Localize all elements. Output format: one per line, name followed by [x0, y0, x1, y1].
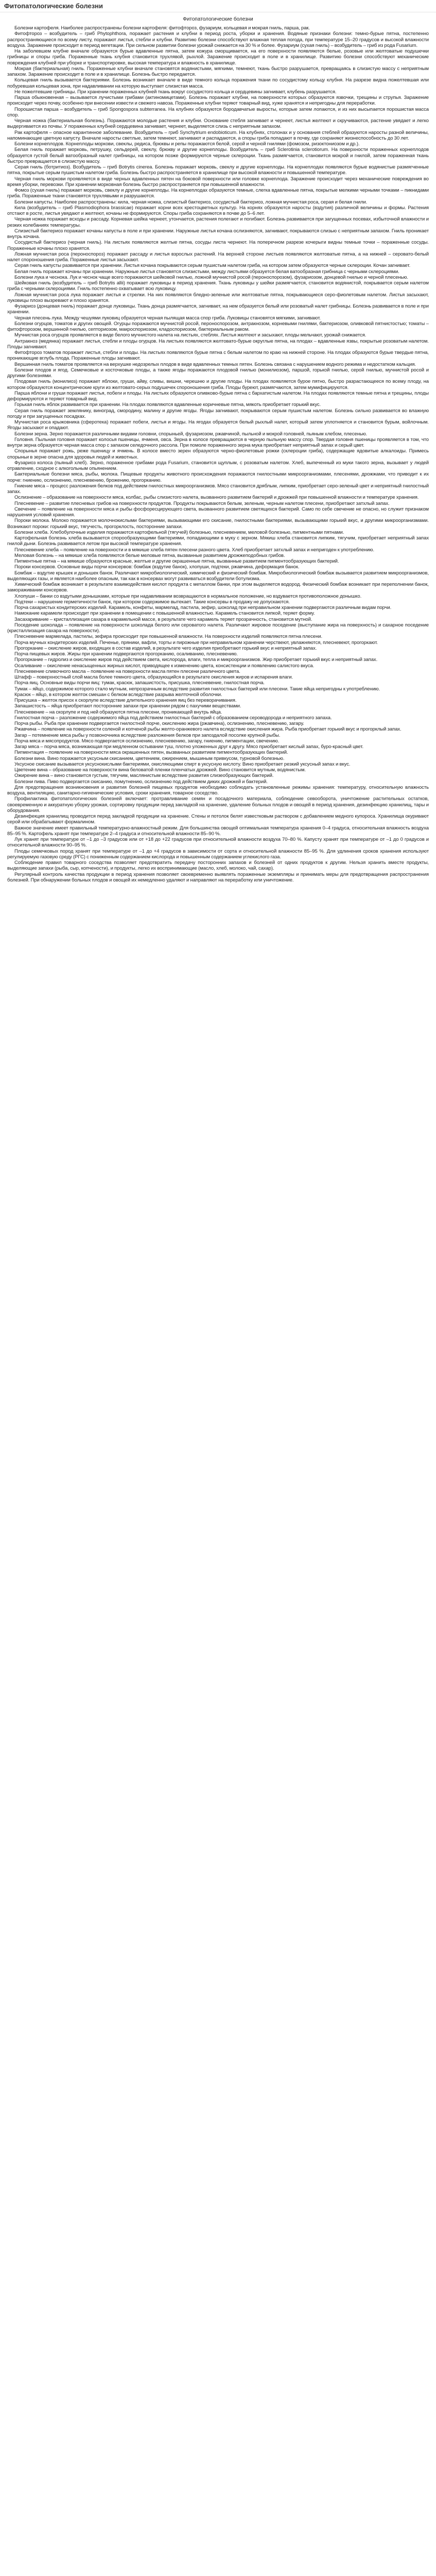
- article-paragraph: Порча сахаристых кондитерских изделий. Карамель, конфеты, мармелад, пастила, зефир, шоколад при неправильном хранении подвергаются различным видам порчи.: [14, 605, 392, 611]
- article-paragraph: Болезни хлеба. Хлебобулочные изделия поражаются картофельной (тягучей) болезнью, плесневением, меловой болезнью, пигментными пятнами.: [14, 529, 344, 535]
- article-paragraph: Кила (возбудитель – гриб Plasmodiophora brassicae) поражает корни всех крестоцветных культур. На корнях образуются наросты (вздутия) различной величины и формы. Растения отстают в росте, листья увядают и желтеют, кочаны не формируются. Споры гриба сохраняются в почве до 5–6 лет.: [7, 205, 429, 216]
- article-paragraph: Осаливание – окисление ненасыщенных жирных кислот, приводящее к изменению цвета, консистенции и появлению салистого вкуса.: [14, 663, 315, 669]
- article-paragraph: Порча мяса и мясопродуктов. Мясо подвергается ослизнению, плесневению, загару, гниению, пигментации, свечению.: [14, 738, 280, 744]
- article-paragraph: Горькая гниль яблок развивается при хранении. На плодах появляются вдавленные коричневые пятна, мякоть приобретает горький вкус.: [14, 402, 321, 408]
- article-paragraph: Ослизнение – образование на поверхности мяса, колбас, рыбы слизистого налета, вызванного развитием бактерий и дрожжей при повышенной влажности и температуре хранения.: [14, 495, 419, 501]
- article-paragraph: Фузариоз колоса (пьяный хлеб). Зерно, пораженное грибами рода Fusarium, становится щуплым, с розоватым налетом. Хлеб, выпеченный из муки такого зерна, вызывает у людей отравление, сходное с алкогольным опьянением.: [7, 460, 429, 471]
- article-paragraph: Кольцевая гниль вызывается бактериями. Болезнь возникает вначале в виде темного кольца поражения ткани по сосудистому кольцу клубня. На разрезе видна пожелтевшая или побуревшая кольцевая зона, при надавливании на которую выступает слизистая масса.: [7, 77, 429, 89]
- article-paragraph: Пороки молока. Молоко поражается молочнокислыми бактериями, вызывающими его скисание, гнилостными бактериями, вызывающими горький вкус, и другими микроорганизмами. Возникают пороки: горький вкус, тягучесть, прогорклость, посторонние запахи.: [7, 518, 429, 530]
- article-paragraph: Подтеки – нарушение герметичности банок, при котором содержимое вытекает. Такие консервы в продажу не допускаются.: [14, 599, 290, 605]
- article-paragraph: Хлопуши – банки со вздутыми донышками, которые при надавливании возвращаются в нормальное положение, но вздувается противоположное донышко.: [14, 593, 362, 599]
- article-paragraph: Плодовая гниль (монилиоз) поражает яблоки, груши, айву, сливы, вишни, черешню и другие плоды. На плодах появляется бурое пятно, быстро разрастающееся по всему плоду, на котором образуются концентрические круги из желтовато-серых подушечек спороношения гриба. Плоды буреют, размягчаются, затем мумифицируются.: [7, 379, 429, 391]
- article-paragraph: Регулярный контроль качества продукции в период хранения позволяет своевременно выявлять пораженные экземпляры и принимать меры для предотвращения распространения болезней. При обнаружении больных плодов и овощей их немедленно удаляют и направляют на переработку или уничтожение.: [7, 871, 429, 883]
- article-paragraph: Порча рыбы. Рыба при хранении подвергается гнилостной порче, окислению жира (ржавчина), ослизнению, плесневению, загару.: [14, 721, 304, 726]
- article-paragraph: Головня. Пыльная головня поражает колосья пшеницы, ячменя, овса. Зерна в колосе превращаются в черную пыльную массу спор. Твердая головня пшеницы проявляется в том, что внутри зерна образуется черная масса спор с запахом селедочного рассола. При помоле пораженного зерна мука приобретает неприятный запах и серый цвет.: [7, 436, 429, 448]
- article-paragraph: Плесневение хлеба – появление на поверхности и в мякише хлеба пятен плесени разного цвета. Хлеб приобретает затхлый запах и непригоден к употреблению.: [14, 547, 375, 553]
- article-paragraph: Тумак – яйцо, содержимое которого стало мутным, непрозрачным вследствие развития гнилостных бактерий или плесени. Такие яйца непригодны к употреблению.: [14, 686, 380, 692]
- article-paragraph: Фитофтороз – возбудитель – гриб Phytophthora, поражает растения и клубни в период роста, уборки и хранения. Водяные признаки болезни: темно-бурые пятна, постепенно распространяющиеся по всему листу, поражают листья, стебли и клубни. Развитию болезни способствуют влажная теплая погода, при температуре 15–20 градусов и высокой влажности воздуха. Заражение происходит в период вегетации. При сильном развитии болезни урожай снижается на 30 % и более. Фузариум (сухая гниль) – возбудитель – гриб из рода Fusarium.: [7, 31, 429, 48]
- article-paragraph: Порча пищевых жиров. Жиры при хранении подвергаются прогорканию, осаливанию, плесневению.: [14, 651, 238, 657]
- article-paragraph: Парша обыкновенная – вызывается лучистыми грибами (актиномицетами). Болезнь поражает клубни, на поверхности которых образуются язвочки, трещины и струпья. Заражение происходит через почву, особенно при внесении извести и свежего навоза. Пораженные клубни теряют товарный вид, хуже хранятся и непригодны для переработки.: [7, 95, 429, 107]
- article-paragraph: Парша яблони и груши поражает листья, побеги и плоды. На листьях образуются оливково-бурые пятна с бархатистым налетом. На плодах появляются темные пятна и трещины, плоды деформируются и теряют товарный вид.: [7, 390, 429, 402]
- article-paragraph: Для предотвращения возникновения и развития болезней пищевых продуктов необходимо соблюдать установленные режимы хранения: температуру, относительную влажность воздуха, вентиляцию, санитарно-гигиенические условия, сроки хранения, товарное соседство.: [7, 784, 429, 796]
- article-paragraph: Химический бомбаж возникает в результате взаимодействия кислот продукта с металлом банки, при этом выделяется водород. Физический бомбаж возникает при переполнении банок, замораживании консервов.: [7, 582, 429, 594]
- article-paragraph: Болезни огурцов, томатов и других овощей. Огурцы поражаются мучнистой росой, пероноспорозом, антракнозом, корневыми гнилями, бактериозом, оливковой пятнистостью; томаты – фитофторозом, вершинной гнилью, септориозом, макроспориозом, кладоспориозом, бактериальным раком.: [7, 320, 429, 332]
- article-paragraph: Лук хранят при температуре от –1 до –3 градусов или от +18 до +22 градусов при относительной влажности воздуха 70–80 %. Капусту хранят при температуре от –1 до 0 градусов и относительной влажности 90–95 %.: [7, 837, 429, 849]
- article-paragraph: Профилактика фитопатологических болезней включает: протравливание семян и посадочного материала, соблюдение севооборота, уничтожение растительных остатков, своевременную и аккуратную уборку урожая, сортировку продукции перед закладкой на хранение, удаление больных плодов и овощей в период хранения, дезинфекцию хранилищ, тары и оборудования.: [7, 796, 429, 814]
- site-title: Фитопатологические болезни: [4, 2, 103, 10]
- article-paragraph: Соблюдение правил товарного соседства позволяет предотвратить передачу посторонних запахов и болезней от одних продуктов к другим. Нельзя хранить вместе продукты, выделяющие запахи (рыба, сыр, копчености), и продукты, легко их воспринимающие (масло, хлеб, молоко, чай, сахар).: [7, 860, 429, 872]
- article-paragraph: Слизистый бактериоз поражает кочаны капусты в поле и при хранении. Наружные листья кочана ослизняются, загнивают, покрываются слизью с неприятным запахом. Гниль проникает внутрь кочана.: [7, 228, 429, 240]
- article-paragraph: Серая гниль капусты развивается при хранении. Листья кочана покрываются серым пушистым налетом гриба, на котором затем образуются черные склероции. Кочан загнивает.: [14, 263, 411, 269]
- article-paragraph: Фузариоз (донцевая гниль) поражает донце луковицы. Ткань донца размягчается, загнивает, на нем образуется белый или розоватый налет грибницы. Болезнь развивается в поле и при хранении.: [7, 303, 429, 315]
- article-paragraph: Шейковая гниль (возбудитель – гриб Botrytis allii) поражает луковицы в период хранения. Ткань луковицы у шейки размягчается, становится водянистой, покрывается серым налетом гриба с черными склероциями. Гниль постепенно охватывает всю луковицу.: [7, 280, 429, 292]
- article-paragraph: Черная гниль моркови проявляется в виде черных вдавленных пятен на боковой поверхности или головке корнеплода. Заражение происходит через механические повреждения во время уборки, перевозки. При хранении морковная болезнь быстро распространяется при повышенной влажности.: [7, 176, 429, 188]
- article-paragraph: Белая гниль поражает кочаны при хранении. Наружные листья становятся слизистыми, между листьями образуется белая ватообразная грибница с черными склероциями.: [14, 268, 399, 275]
- article-paragraph: Серая гниль поражает землянику, виноград, смородину, малину и другие ягоды. Ягоды загнивают, покрываются серым пушистым налетом. Болезнь сильно развивается во влажную погоду и при загущенных посадках.: [7, 408, 429, 419]
- article-paragraph: Поседение шоколада – появление на поверхности шоколада белого или сероватого налета. Различают жировое поседение (выступание жира на поверхность) и сахарное поседение (кристаллизация сахара на поверхности).: [7, 622, 429, 634]
- article-paragraph: Антракноз (медянка) поражает листья, стебли и плоды огурцов. На листьях появляются желтовато-бурые округлые пятна, на плодах – вдавленные язвы, покрытые розоватым налетом. Плоды загнивают.: [7, 338, 429, 350]
- article-paragraph: Присушка – желток присох к скорлупе вследствие длительного хранения яиц без переворачивания.: [14, 698, 237, 703]
- article-paragraph: Пигментные пятна – на мякише образуются красные, желтые и другие окрашенные пятна, вызванные развитием пигментообразующих бактерий.: [14, 558, 339, 564]
- article-paragraph: Порошистая парша – возбудитель – гриб Spongospora subterranea. На клубнях образуются бородавчатые выросты, которые затем лопаются, и из них высыпается порошистая масса спор.: [7, 106, 429, 118]
- article-paragraph: Порча мучных кондитерских изделий. Печенье, пряники, вафли, торты и пирожные при неправильном хранении черствеют, увлажняются, плесневеют, прогоркают.: [14, 639, 378, 646]
- article-paragraph: Ложная мучнистая роса лука поражает листья и стрелки. На них появляются бледно-зеленые или желтоватые пятна, покрывающиеся серо-фиолетовым налетом. Листья засыхают, луковицы плохо вызревают и плохо хранятся.: [7, 292, 429, 303]
- article-paragraph: Плесневение мармелада, пастилы, зефира происходит при повышенной влажности. На поверхности изделий появляются пятна плесени.: [14, 634, 323, 640]
- article-paragraph: Болезни лука и чеснока. Лук и чеснок чаще всего поражаются шейковой гнилью, ложной мучнистой росой (пероноспорозом), фузариозом, донцевой гнилью и черной плесенью.: [14, 274, 408, 280]
- article-paragraph: Серая гниль (ботритиоз). Возбудитель – гриб Botrytis cinerea. Болезнь поражает морковь, свеклу и другие корнеплоды. На корнеплодах появляются бурые водянистые размягченные пятна, покрытые серым пушистым налетом гриба. Болезнь быстро распространяется в хранилище при высокой влажности и повышенной температуре.: [7, 164, 429, 176]
- article-paragraph: Ржавчина – появление на поверхности соленой и копченой рыбы желто-оранжевого налета вследствие окисления жира. Рыба приобретает горький вкус и прогорклый запах.: [14, 726, 402, 733]
- article-paragraph: Болезни пива. Пиво подвергается скисанию, помутнению, ослизнению под действием диких дрожжей и бактерий.: [14, 778, 268, 785]
- article-paragraph: Прогоркание – окисление жиров, входящих в состав изделий, в результате чего изделия приобретают горький вкус и неприятный запах.: [14, 645, 317, 651]
- article-paragraph: Картофельная болезнь хлеба вызывается спорообразующими бактериями, попадающими в муку с зерном. Мякиш хлеба становится липким, тягучим, приобретает неприятный запах гнилой дыни. Болезнь развивается летом при высокой температуре хранения.: [7, 535, 429, 547]
- article-paragraph: Бомбаж – вздутие крышек и донышек банок. Различают микробиологический, химический и физический бомбаж. Микробиологический бомбаж вызывается развитием микроорганизмов, выделяющих газы, и является наиболее опасным, так как в консервах могут развиваться возбудители ботулизма.: [7, 570, 429, 582]
- article-paragraph: Черная ножка (бактериальная болезнь). Поражаются молодые растения и клубни. Основание стебля загнивает и чернеет, листья желтеют и скручиваются, растение увядает и легко выдергивается из почвы. У пораженных клубней сердцевина загнивает, чернеет, выделяется слизь с неприятным запахом.: [7, 118, 429, 130]
- article-paragraph: Ложная мучнистая роса (пероноспороз) поражает рассаду и листья взрослых растений. На верхней стороне листьев появляются желтоватые пятна, а на нижней – серовато-белый налет спороношения гриба. Пораженные листья засыхают.: [7, 251, 429, 263]
- article-paragraph: Загар мяса – порча мяса, возникающая при медленном остывании туш, плотно уложенных друг к другу. Мясо приобретает кислый запах, буро-красный цвет.: [14, 744, 363, 750]
- article-paragraph: Мучнистая роса крыжовника (сферотека) поражает побеги, листья и ягоды. На ягодах образуется белый рыхлый налет, который затем уплотняется и становится бурым, войлочным. Ягоды засыхают и опадают.: [7, 419, 429, 431]
- article-paragraph: Белая гниль поражает морковь, петрушку, сельдерей, свеклу, брюкву и другие корнеплоды. Возбудитель – гриб Sclerotinia sclerotiorum. На поверхности пораженных корнеплодов образуется густой белый ватообразный налет грибницы, на котором позже формируются черные склероции. Ткань размягчается, становится мокрой и гнилой, затем пораженная ткань быстро превращается в слизистую массу.: [7, 147, 429, 164]
- article-paragraph: Важное значение имеет правильный температурно-влажностный режим. Для большинства овощей оптимальная температура хранения 0–4 градуса, относительная влажность воздуха 85–95 %. Картофель хранят при температуре 2–4 градуса и относительной влажности 85–90 %.: [7, 825, 429, 837]
- article-paragraph: Черная ножка поражает всходы и рассаду. Корневая шейка чернеет, утончается, растения полегают и погибают. Болезнь развивается при загущенных посевах, избыточной влажности и резких колебаниях температуры.: [7, 216, 429, 228]
- article-paragraph: Бактериальные болезни мяса, рыбы, молока. Пищевые продукты животного происхождения поражаются гнилостными микроорганизмами, плесенями, дрожжами, что приводит к их порче: гниению, ослизнению, плесневению, брожению, прогорканию.: [7, 471, 429, 483]
- article-paragraph: Вершинная гниль томатов проявляется на верхушке недозрелых плодов в виде вдавленных темных пятен. Болезнь связана с нарушением водного режима и недостатком кальция.: [14, 361, 416, 367]
- article-paragraph: Фомоз (сухая гниль) поражает морковь, свеклу и другие корнеплоды. На корнеплодах образуются темные, слегка вдавленные пятна, покрытые мелкими черными точками – пикнидами гриба. Пораженные ткани становятся трухлявыми и разрушаются.: [7, 188, 429, 199]
- article-title: Фитопатологические болезни: [183, 16, 253, 22]
- article-paragraph: Мучнистая роса огурцов проявляется в виде белого мучнистого налета на листьях, стеблях. Листья желтеют и засыхают, плоды мельчают, урожай снижается.: [14, 332, 367, 338]
- article-paragraph: Плесневение сливочного масла – появление на поверхности масла пятен плесени различного цвета.: [14, 668, 240, 674]
- article: [0, 12, 436, 883]
- article-paragraph: Свечение – появление на поверхности мяса и рыбы фосфоресцирующего света, вызванного развитием светящихся бактерий. Само по себе свечение не опасно, но служит признаком нарушения условий хранения.: [7, 506, 429, 518]
- article-paragraph: Намокание карамели происходит при хранении в помещении с повышенной влажностью. Карамель становится липкой, теряет форму.: [14, 611, 315, 617]
- article-paragraph: Болезни вина. Вино поражается уксусным скисанием, цветением, ожирением, мышиным привкусом, турновой болезнью.: [14, 755, 285, 761]
- article-paragraph: Фитофтороз томатов поражает листья, стебли и плоды. На листьях появляются бурые пятна с белым налетом по краю на нижней стороне. На плодах образуются бурые твердые пятна, проникающие вглубь плода. Пораженные плоды загнивают.: [7, 350, 429, 362]
- article-paragraph: Прогоркание – гидролиз и окисление жиров под действием света, кислорода, влаги, тепла и микроорганизмов. Жир приобретает горький вкус и неприятный запах.: [14, 657, 378, 663]
- article-paragraph: На заболевшем клубне вначале образуются бурые вдавленные пятна, затем кожура сморщивается, на его поверхности появляются белые, розовые или желтоватые подушечки грибницы и споры гриба. Пораженные ткань клубня становится трухлявой, рыхлой. Заражение происходит в поле и в хранилище. Развитию болезни способствуют механические повреждения клубней при уборке и транспортировке, высокая температура и влажность в хранилище.: [7, 48, 429, 66]
- site-header: [0, 0, 436, 12]
- article-paragraph: Болезни зерна. Зерно поражается различными видами головни, спорыньей, фузариозом, ржавчиной, пыльной и мокрой головней, пьяным хлебом, плесенью.: [14, 431, 368, 437]
- article-paragraph: Загар – потемнение мяса рыбы у позвоночника вследствие разложения белков при запоздалой посолке крупной рыбы.: [14, 732, 281, 738]
- article-paragraph: Не пожелтевшие грибницы. При хранении пораженных клубней ткань вокруг сосудистого кольца и сердцевины загнивает, клубень разрушается.: [14, 89, 337, 95]
- article-paragraph: Плоды семечковых пород хранят при температуре от –1 до +4 градусов в зависимости от сорта и относительной влажности 85–95 %. Для удлинения сроков хранения используют регулируемую газовую среду (РГС) с пониженным содержанием кислорода и повышенным содержанием углекислого газа.: [7, 848, 429, 860]
- article-paragraph: Гниение мяса – процесс разложения белков под действием гнилостных микроорганизмов. Мясо становится дряблым, липким, приобретает серо-зеленый цвет и неприятный гнилостный запах.: [7, 483, 429, 495]
- article-paragraph: Плесневение – на скорлупе и под ней образуются пятна плесени, проникающей внутрь яйца.: [14, 709, 222, 715]
- article-paragraph: Болезни корнеплодов. Корнеплоды моркови, свеклы, редиса, брюквы и репы поражаются белой, серой и черной гнилями (фомозом, ризоктониозом и др.).: [14, 141, 360, 147]
- article-paragraph: Плесневение – развитие плесневых грибов на поверхности продуктов. Продукты покрываются белым, зеленым, черным налетом плесени, приобретают затхлый запах.: [14, 500, 390, 506]
- article-paragraph: Запашистость – яйца приобретают посторонние запахи при хранении рядом с пахучими веществами.: [14, 703, 241, 709]
- article-paragraph: Дезинфекция хранилищ проводится перед закладкой продукции на хранение. Стены и потолок белят известковым раствором с добавлением медного купороса. Хранилища окуривают серой или обрабатывают формалином.: [7, 814, 429, 825]
- article-paragraph: Сосудистый бактериоз (черная гниль). На листьях появляются желтые пятна, сосуды листа чернеют. На поперечном разрезе кочерыги видны темные точки – пораженные сосуды. Пораженные кочаны плохо хранятся.: [7, 240, 429, 251]
- article-paragraph: Гнилостная порча – разложение содержимого яйца под действием гнилостных бактерий с образованием сероводорода и неприятного запаха.: [14, 715, 332, 721]
- article-paragraph: Меловая болезнь – на мякише хлеба появляются белые меловые пятна, вызванные развитием дрожжеподобных грибов.: [14, 552, 285, 558]
- article-paragraph: Ожирение вина – вино становится густым, тягучим, маслянистым вследствие развития слизеобразующих бактерий.: [14, 773, 274, 779]
- article-paragraph: Болезни плодов и ягод. Семечковые и косточковые плоды, а также ягоды поражаются плодовой гнилью (монилиозом), паршой, горькой гнилью, серой гнилью, мучнистой росой и другими болезнями.: [7, 367, 429, 379]
- article-paragraph: Болезни картофеля. Наиболее распространены болезни картофеля: фитофтороз, фузариум, кольцевая и мокрая гниль, парша, рак.: [14, 25, 310, 31]
- article-body: [7, 25, 429, 883]
- article-paragraph: Штафф – поверхностный слой масла более темного цвета, образующийся в результате окисления жиров и испарения влаги.: [14, 674, 293, 680]
- article-paragraph: Цветение вина – образование на поверхности вина беловатой пленки пленчатых дрожжей. Вино становится мутным, водянистым.: [14, 767, 306, 773]
- article-paragraph: Красюк – яйцо, в котором желток смешан с белком вследствие разрыва желточной оболочки.: [14, 691, 222, 698]
- article-paragraph: Черная плесень лука. Между чешуями луковиц образуется черная пылящая масса спор гриба. Луковицы становятся мягкими, загнивают.: [14, 315, 321, 321]
- article-paragraph: Засахаривание – кристаллизация сахара в карамельной массе, в результате чего карамель теряет прозрачность, становится мутной.: [14, 616, 312, 622]
- article-paragraph: Спорынья поражает рожь, реже пшеницу и ячмень. В колосе вместо зерен образуются черно-фиолетовые рожки (склероции гриба), содержащие ядовитые алкалоиды. Примесь спорыньи в зерне опасна для здоровья людей и животных.: [7, 448, 429, 460]
- article-paragraph: Пороки консервов. Основные виды порчи консервов: бомбаж (вздутие банок), хлопуши, подтеки, ржавчина, деформация банок.: [14, 564, 300, 570]
- article-paragraph: Мокрая (бактериальная) гниль. Пораженные клубни вначале становятся водянистыми, мягкими, темнеют, ткань быстро разрушается, превращаясь в слизистую массу с неприятным запахом. Заражение происходит в поле и в хранилище. Болезнь быстро передается.: [7, 65, 429, 77]
- article-paragraph: Рак картофеля – опасное карантинное заболевание. Возбудитель – гриб Synchytrium endobioticum. На клубнях, столонах и у основания стеблей образуются наросты разной величины, напоминающие цветную капусту. Вначале наросты светлые, затем темнеют, загнивают и распадаются, а споры гриба попадают в почву, где сохраняют жизнеспособность до 30 лет.: [7, 129, 429, 141]
- article-paragraph: Пигментация – появление на поверхности мяса окрашенных пятен, вызванных развитием пигментообразующих бактерий.: [14, 750, 288, 756]
- article-paragraph: Болезни капусты. Наиболее распространены: кила, черная ножка, слизистый бактериоз, сосудистый бактериоз, ложная мучнистая роса, серая и белая гнили.: [14, 199, 368, 205]
- article-paragraph: Уксусное скисание вызывается уксуснокислыми бактериями, окисляющими спирт в уксусную кислоту. Вино приобретает резкий уксусный запах и вкус.: [14, 761, 351, 767]
- article-paragraph: Порча яиц. Основные виды порчи яиц: тумак, красюк, запашистость, присушка, плесневение, гнилостная порча.: [14, 680, 265, 686]
